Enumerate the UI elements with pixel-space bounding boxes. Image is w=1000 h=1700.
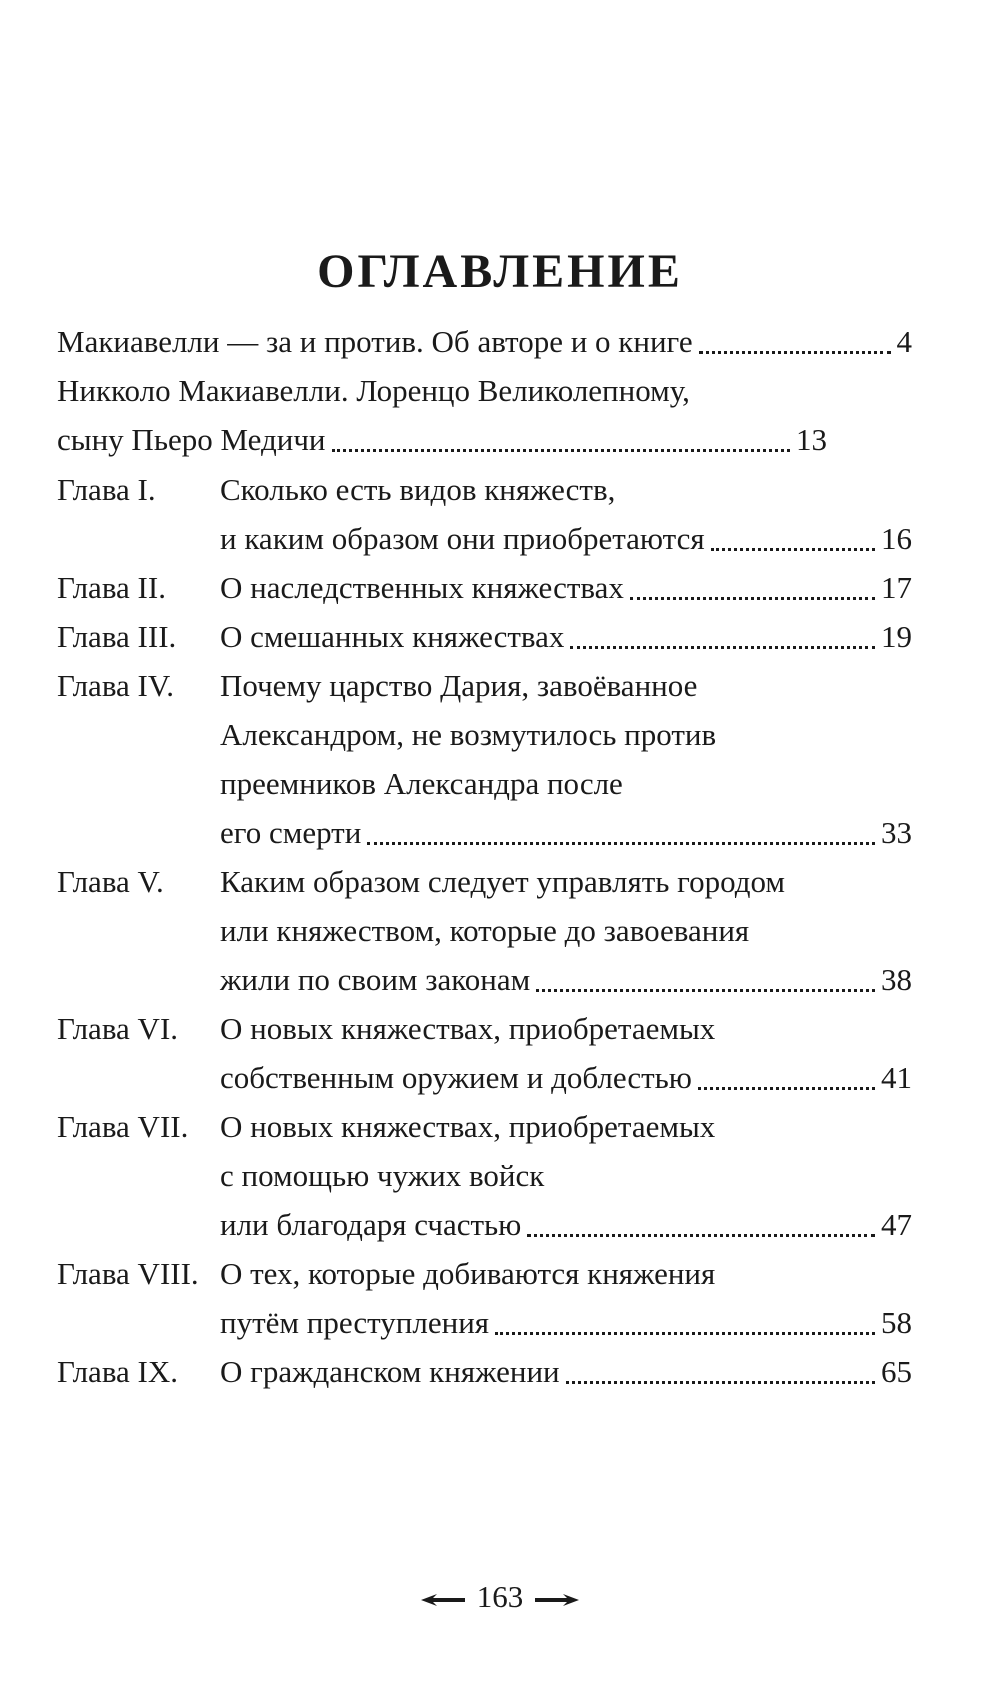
toc-page-number: 19 [881, 619, 912, 654]
chapter-title-line[interactable]: О новых княжествах, приобретаемых [220, 1011, 716, 1046]
chapter-label: Глава IX. [57, 1354, 179, 1389]
toc-entry-chapter-8[interactable] [220, 1298, 912, 1348]
dot-leader [536, 989, 875, 992]
dot-leader [698, 1087, 875, 1090]
toc-page-number: 58 [881, 1305, 912, 1340]
toc-entry-text: Макиавелли — за и против. Об авторе и о книге [57, 324, 693, 359]
toc-entry-chapter-7[interactable] [220, 1200, 912, 1250]
page-title: ОГЛАВЛЕНИЕ [317, 245, 683, 298]
toc-page-number: 4 [896, 324, 912, 359]
toc-entry-chapter-5[interactable] [220, 955, 912, 1005]
dot-leader [367, 842, 875, 845]
dot-leader [630, 597, 875, 600]
dot-leader [699, 351, 891, 354]
chapter-label: Глава VII. [57, 1109, 189, 1144]
chapter-title-line: его смерти [220, 815, 362, 850]
chapter-label: Глава VI. [57, 1011, 179, 1046]
dot-leader [495, 1332, 875, 1335]
dot-leader [332, 449, 790, 452]
chapter-title-line[interactable]: Каким образом следует управлять городом [220, 864, 786, 899]
chapter-title-line: или благодаря счастью [220, 1207, 522, 1242]
toc-entry-chapter-6[interactable] [220, 1053, 912, 1103]
dot-leader [711, 548, 875, 551]
chapter-title-line: жили по своим законам [220, 962, 531, 997]
chapter-title-line: О гражданском княжении [220, 1354, 560, 1389]
toc-entry-chapter-1[interactable] [220, 514, 912, 564]
arrow-right-icon [535, 1593, 579, 1607]
chapter-title-line[interactable]: Почему царство Дария, завоёванное [220, 668, 698, 703]
chapter-label: Глава V. [57, 864, 164, 899]
chapter-label: Глава VIII. [57, 1256, 199, 1291]
toc-entry-chapter-3[interactable] [220, 612, 912, 662]
toc-page-number: 65 [881, 1354, 912, 1389]
chapter-title-line[interactable]: О новых княжествах, приобретаемых [220, 1109, 716, 1144]
toc-entry-chapter-4[interactable] [220, 808, 912, 858]
toc-entry-intro[interactable] [57, 317, 912, 367]
chapter-title-line[interactable]: с помощью чужих войск [220, 1158, 545, 1193]
toc-page-number: 41 [881, 1060, 912, 1095]
toc-entry-text: Никколо Макиавелли. Лоренцо Великолепному, [57, 373, 690, 408]
chapter-label: Глава III. [57, 619, 177, 654]
toc-entry-chapter-2[interactable] [220, 563, 912, 613]
chapter-title-line[interactable]: О тех, которые добиваются княжения [220, 1256, 716, 1291]
dot-leader [527, 1234, 875, 1237]
chapter-title-line: путём преступления [220, 1305, 490, 1340]
chapter-title-line: О смешанных княжествах [220, 619, 565, 654]
chapter-title-line[interactable]: Сколько есть видов княжеств, [220, 472, 616, 507]
chapter-label: Глава I. [57, 472, 156, 507]
chapter-title-line: О наследственных княжествах [220, 570, 624, 605]
toc-entry-dedication-line1[interactable] [57, 366, 912, 416]
toc-page-number: 17 [881, 570, 912, 605]
arrow-left-icon [421, 1593, 465, 1607]
toc-page-number: 47 [881, 1207, 912, 1242]
toc-entry-text: сыну Пьеро Медичи [57, 422, 326, 457]
dot-leader [570, 646, 875, 649]
toc-page-number: 16 [881, 521, 912, 556]
toc-entry-dedication[interactable] [57, 415, 827, 465]
chapter-title-line[interactable]: Александром, не возмутилось против [220, 717, 717, 752]
toc-page-number: 38 [881, 962, 912, 997]
chapter-title-line: и каким образом они приобретаются [220, 521, 705, 556]
chapter-label: Глава II. [57, 570, 166, 605]
chapter-title-line[interactable]: преемников Александра после [220, 766, 623, 801]
page-folio [0, 1572, 1000, 1622]
toc-page-number: 33 [881, 815, 912, 850]
dot-leader [566, 1381, 875, 1384]
toc-entry-chapter-9[interactable] [220, 1347, 912, 1397]
chapter-title-line[interactable]: или княжеством, которые до завоевания [220, 913, 750, 948]
chapter-label: Глава IV. [57, 668, 175, 703]
page-number: 163 [476, 1579, 524, 1614]
toc-page-number: 13 [796, 422, 827, 457]
chapter-title-line: собственным оружием и доблестью [220, 1060, 692, 1095]
